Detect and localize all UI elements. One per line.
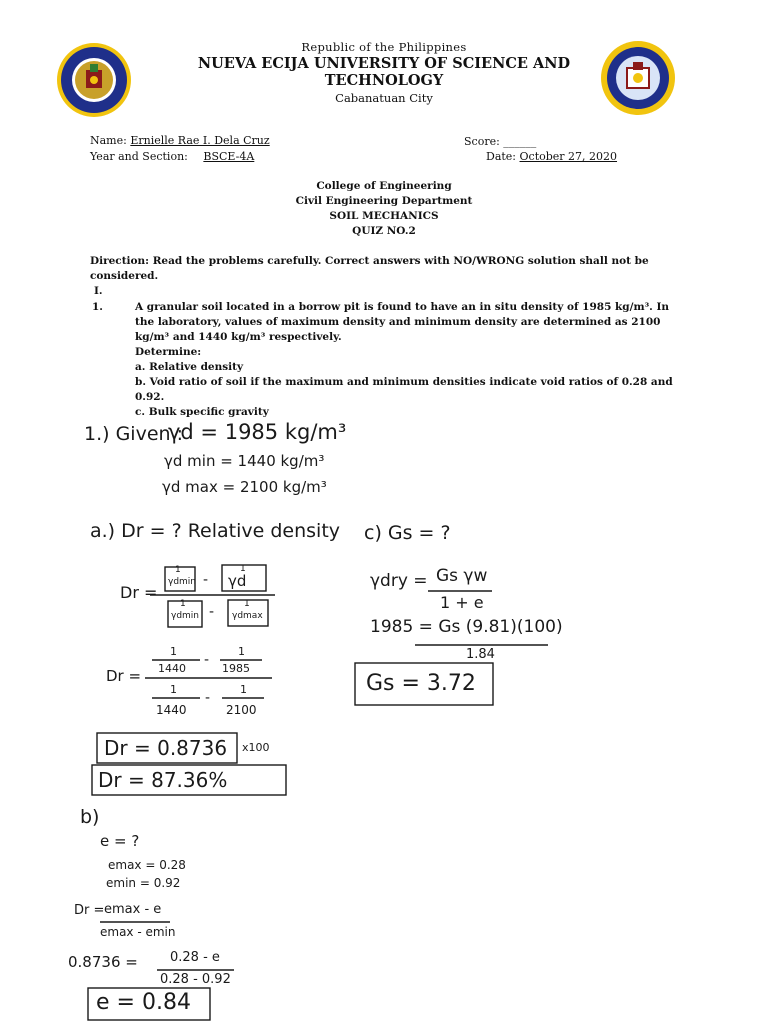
subject-heading: SOIL MECHANICS — [329, 210, 439, 222]
frac-ydmax: γdmax — [232, 611, 263, 621]
sub-numerator: 0.28 - e — [170, 950, 220, 965]
c-denominator: 1 + e — [440, 593, 484, 612]
num-2100: 2100 — [226, 703, 257, 717]
problem-line2: the laboratory, values of maximum density and minimum density are determined as 2100 — [135, 316, 661, 328]
item-b-line1: b. Void ratio of soil if the maximum and minimum densities indicate void ratios of 0.28 and — [135, 376, 673, 388]
college-heading: College of Engineering — [316, 180, 452, 192]
c-equation-lhs: γdry = — [370, 571, 428, 591]
frac-yd: γd — [228, 572, 247, 590]
e-result: e = 0.84 — [96, 990, 191, 1015]
num-one-a: 1 — [170, 645, 177, 658]
dr-e-lhs: Dr = — [74, 903, 105, 918]
item-c: c. Bulk specific gravity — [135, 406, 269, 418]
frac-ydmin-b: γdmin — [171, 611, 200, 621]
item-a: a. Relative density — [135, 361, 244, 373]
num-minus-a: - — [204, 652, 210, 668]
dr-equation-lhs: Dr = — [120, 583, 158, 602]
given-yd: γd = 1985 kg/m³ — [168, 420, 347, 444]
name-value: Ernielle Rae I. Dela Cruz — [130, 134, 270, 147]
frac-one-a: 1 — [175, 565, 181, 575]
given-ydmax: γd max = 2100 kg/m³ — [162, 478, 327, 496]
num-one-d: 1 — [240, 683, 247, 696]
frac-ydmin-a: γdmin — [168, 577, 197, 587]
sub-lhs: 0.8736 = — [68, 953, 138, 971]
c-substitution: 1985 = Gs (9.81)(100) — [370, 617, 563, 637]
part-b-label: b) — [80, 806, 100, 828]
frac-minus-b: - — [209, 604, 215, 620]
university-name-line1: NUEVA ECIJA UNIVERSITY OF SCIENCE AND — [197, 55, 571, 72]
frac-minus-a: - — [203, 572, 209, 588]
part-number: I. — [94, 285, 103, 297]
frac-one-d: 1 — [244, 599, 250, 609]
given-label: 1.) Given : — [84, 423, 183, 445]
determine-label: Determine: — [135, 346, 202, 358]
item-b-line2: 0.92. — [135, 391, 165, 403]
dr-e-numerator: emax - e — [104, 902, 162, 917]
dr-result: Dr = 0.8736 — [104, 736, 228, 760]
num-one-b: 1 — [238, 645, 245, 658]
num-1440-a: 1440 — [158, 662, 186, 675]
section-label: Year and Section: — [90, 150, 188, 163]
score-value: ______ — [503, 135, 537, 148]
score-label: Score: — [464, 135, 500, 148]
c-numerator: Gs γw — [436, 566, 488, 586]
problem-number: 1. — [92, 301, 103, 313]
num-minus-b: - — [205, 690, 211, 706]
num-1440-b: 1440 — [156, 703, 187, 717]
name-label: Name: — [90, 134, 127, 147]
c-denominator-value: 1.84 — [466, 647, 495, 662]
problem-line3: kg/m³ and 1440 kg/m³ respectively. — [135, 331, 342, 343]
quiz-heading: QUIZ NO.2 — [352, 225, 416, 237]
dr-e-denominator: emax - emin — [100, 925, 176, 939]
problem-line1: A granular soil located in a borrow pit is found to have an in situ density of 1985 kg/m³. In — [135, 301, 670, 313]
given-ydmin: γd min = 1440 kg/m³ — [164, 452, 325, 470]
e-unknown: e = ? — [100, 832, 140, 850]
frac-one-b: 1 — [240, 564, 246, 574]
date-value: October 27, 2020 — [519, 150, 618, 163]
republic-heading: Republic of the Philippines — [301, 40, 467, 54]
dr-percent: Dr = 87.36% — [98, 768, 228, 792]
sub-denominator: 0.28 - 0.92 — [160, 972, 231, 987]
emax-value: emax = 0.28 — [108, 858, 186, 872]
university-name-line2: TECHNOLOGY — [324, 72, 444, 89]
frac-one-c: 1 — [180, 599, 186, 609]
date-label: Date: — [486, 150, 517, 163]
direction-line2: considered. — [90, 270, 159, 282]
num-one-c: 1 — [170, 683, 177, 696]
direction-line1: Direction: Read the problems carefully. Correct answers with NO/WRONG solution shall not be — [90, 255, 649, 267]
times-100: x100 — [242, 741, 270, 754]
city-heading: Cabanatuan City — [335, 91, 433, 105]
num-1985: 1985 — [222, 662, 250, 675]
section-value: BSCE-4A — [203, 150, 255, 163]
emin-value: emin = 0.92 — [106, 876, 181, 890]
part-a-label: a.) Dr = ? Relative density — [90, 520, 341, 542]
department-heading: Civil Engineering Department — [295, 195, 473, 207]
gs-result: Gs = 3.72 — [366, 671, 476, 696]
dr-numeric-lhs: Dr = — [106, 667, 142, 685]
part-c-label: c) Gs = ? — [364, 522, 451, 544]
